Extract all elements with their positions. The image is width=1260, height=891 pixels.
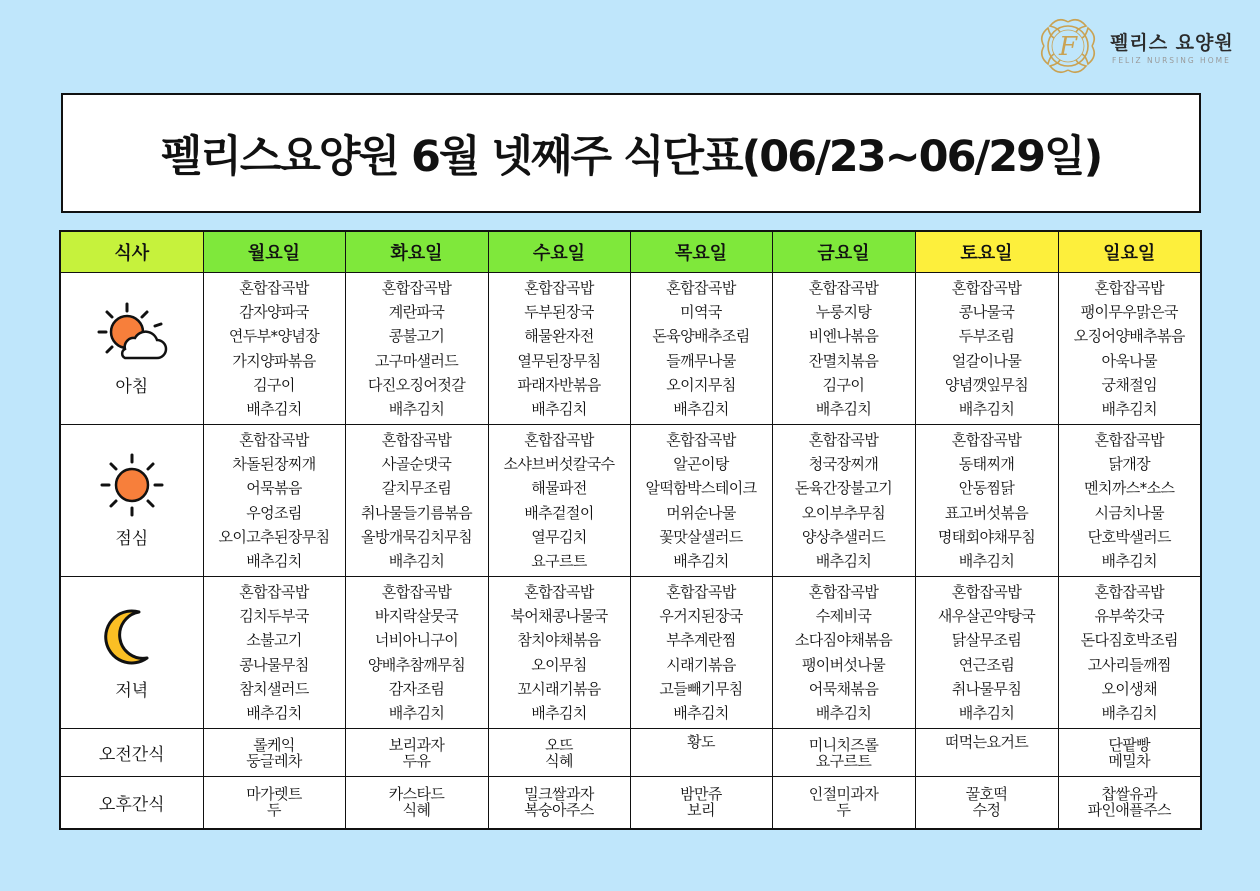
menu-item: 취나물들기름볶음: [360, 503, 473, 522]
lunch-row: [60, 425, 1201, 577]
afternoon-snack-thursday: [630, 777, 772, 829]
menu-item: 배추김치: [531, 399, 587, 418]
menu-item: 사골순댓국: [381, 455, 452, 474]
dinner-saturday: [915, 577, 1058, 729]
menu-item: 고구마샐러드: [374, 351, 459, 370]
menu-item: 혼합잡곡밥: [1094, 278, 1164, 297]
menu-item: 배추김치: [958, 551, 1015, 570]
morning-snack-friday: [772, 729, 915, 777]
snack-item: 식혜: [402, 801, 431, 820]
dinner-friday: [772, 577, 915, 729]
menu-item: 오이고추된장무침: [218, 527, 330, 546]
afternoon-snack-saturday: [915, 777, 1058, 829]
menu-item: 배추겉절이: [524, 503, 594, 522]
menu-item: 궁채절임: [1101, 375, 1158, 394]
menu-item: 참치야채볶음: [517, 631, 601, 650]
sun-icon: [95, 452, 169, 518]
snack-item: 미니치즈롤: [808, 735, 879, 754]
menu-item: 혼합잡곡밥: [524, 582, 594, 601]
dinner-tuesday: [345, 577, 488, 729]
lunch-label: 점심: [115, 529, 149, 549]
menu-item: 혼합잡곡밥: [951, 582, 1022, 601]
breakfast-tuesday: [345, 273, 488, 425]
moon-icon: [95, 604, 169, 670]
menu-item: 혼합잡곡밥: [239, 430, 309, 449]
header-saturday: 토요일: [915, 231, 1058, 273]
header-row: [60, 231, 1201, 273]
menu-item: 소다짐야채볶음: [794, 631, 893, 650]
header-meal: 식사: [60, 231, 203, 273]
menu-item: 혼합잡곡밥: [524, 278, 594, 297]
menu-item: 갈치무조림: [381, 479, 452, 498]
dinner-label-cell: [60, 577, 203, 729]
menu-item: 올방개묵김치무침: [360, 527, 473, 546]
snack-item: 카스타드: [388, 785, 445, 804]
menu-item: 안동찜닭: [958, 479, 1015, 498]
menu-item: 양상추샐러드: [801, 527, 886, 546]
dinner-thursday: [630, 577, 772, 729]
menu-item: 배추김치: [246, 551, 302, 570]
morning-snack-monday: [203, 729, 345, 777]
dinner-sunday: [1058, 577, 1201, 729]
snack-item: 단팥빵: [1108, 735, 1151, 754]
menu-item: 혼합잡곡밥: [381, 582, 452, 601]
menu-item: 부추계란찜: [666, 631, 736, 650]
menu-item: 양배추참깨무침: [367, 655, 466, 674]
menu-item: 김구이: [253, 375, 295, 394]
breakfast-wednesday: [488, 273, 630, 425]
brand-name: 펠리스 요양원: [1110, 32, 1234, 54]
menu-item: 돈다짐호박조림: [1080, 631, 1178, 650]
morning-snack-tuesday: [345, 729, 488, 777]
menu-item: 미역국: [680, 303, 722, 322]
snack-item: 식혜: [545, 751, 573, 770]
afternoon-snack-label-cell: [60, 777, 203, 829]
morning-snack-saturday: [915, 729, 1058, 777]
menu-item: 혼합잡곡밥: [239, 582, 309, 601]
afternoon-snack-monday: [203, 777, 345, 829]
breakfast-row: [60, 273, 1201, 425]
menu-item: 어묵채볶음: [808, 679, 879, 698]
menu-item: 김치두부국: [239, 607, 309, 626]
page-title: 펠리스요양원 6월 넷째주 식단표(06/23~06/29일): [160, 131, 1102, 182]
breakfast-label-cell: [60, 273, 203, 425]
menu-item: 단호박샐러드: [1087, 527, 1171, 546]
menu-item: 김구이: [822, 375, 865, 394]
breakfast-monday: [203, 273, 345, 425]
menu-item: 알떡함박스테이크: [645, 479, 757, 498]
dinner-row: [60, 577, 1201, 729]
menu-item: 계란파국: [388, 303, 445, 322]
menu-item: 꼬시래기볶음: [517, 679, 601, 698]
header-friday: 금요일: [772, 231, 915, 273]
snack-item: 마가렛트: [246, 785, 302, 804]
snack-item: 오뜨: [545, 735, 573, 754]
dinner-label: 저녁: [115, 681, 149, 701]
menu-item: 수제비국: [815, 607, 872, 626]
menu-item: 고들빼기무침: [659, 679, 743, 698]
brand-logo: [1034, 12, 1244, 82]
breakfast-friday: [772, 273, 915, 425]
breakfast-thursday: [630, 273, 772, 425]
menu-item: 팽이무우맑은국: [1080, 303, 1178, 322]
afternoon-snack-tuesday: [345, 777, 488, 829]
snack-item: 꿀호떡: [965, 785, 1008, 804]
menu-item: 너비아니구이: [374, 631, 459, 650]
menu-item: 돈육양배추조림: [652, 327, 750, 346]
menu-item: 배추김치: [388, 703, 445, 722]
menu-item: 소샤브버섯칼국수: [503, 455, 615, 474]
menu-item: 오이지무침: [666, 375, 736, 394]
weekly-menu-table: [59, 230, 1202, 830]
dinner-monday: [203, 577, 345, 729]
menu-item: 다진오징어젓갈: [367, 375, 466, 394]
menu-item: 혼합잡곡밥: [1094, 582, 1164, 601]
breakfast-saturday: [915, 273, 1058, 425]
lunch-thursday: [630, 425, 772, 577]
afternoon-snack-label: 오후간식: [98, 794, 165, 815]
snack-item: 둥글레차: [246, 751, 302, 770]
menu-item: 우거지된장국: [659, 607, 743, 626]
menu-item: 배추김치: [1101, 551, 1158, 570]
menu-item: 배추김치: [1101, 399, 1158, 418]
feliz-emblem-icon: [1034, 12, 1102, 80]
menu-item: 취나물무침: [951, 679, 1022, 698]
menu-item: 가지양파볶음: [232, 351, 316, 370]
menu-item: 청국장찌개: [808, 455, 879, 474]
menu-item: 배추김치: [815, 703, 872, 722]
menu-item: 시금치나물: [1094, 503, 1164, 522]
snack-item: 요구르트: [815, 751, 872, 770]
menu-item: 감자양파국: [239, 303, 309, 322]
afternoon-snack-wednesday: [488, 777, 630, 829]
menu-item: 돈육간장불고기: [794, 479, 893, 498]
snack-item: 밀크쌀과자: [524, 785, 594, 804]
morning-snack-thursday: [630, 729, 772, 777]
menu-item: 명태회야채무침: [937, 527, 1036, 546]
header-thursday: 목요일: [630, 231, 772, 273]
menu-item: 바지락살뭇국: [374, 607, 459, 626]
morning-snack-label: 오전간식: [98, 745, 165, 765]
menu-item: 배추김치: [388, 551, 445, 570]
menu-item: 배추김치: [246, 703, 302, 722]
menu-item: 열무된장무침: [517, 351, 601, 370]
menu-item: 요구르트: [531, 551, 587, 570]
menu-item: 팽이버섯나물: [801, 655, 886, 674]
menu-item: 연두부*양념장: [228, 327, 320, 346]
menu-item: 꽃맛살샐러드: [659, 527, 743, 546]
menu-item: 멘치까스*소스: [1084, 479, 1175, 498]
header-wednesday: 수요일: [488, 231, 630, 273]
snack-item: 밤만쥬: [680, 785, 722, 804]
menu-item: 아욱나물: [1101, 351, 1158, 370]
menu-item: 두부된장국: [524, 303, 594, 322]
menu-item: 콩불고기: [388, 327, 445, 346]
morning-snack-sunday: [1058, 729, 1201, 777]
menu-item: 차돌된장찌개: [232, 455, 316, 474]
menu-item: 새우살곤약탕국: [937, 607, 1036, 626]
menu-item: 배추김치: [815, 399, 872, 418]
menu-item: 배추김치: [388, 399, 445, 418]
menu-item: 동태찌개: [958, 455, 1015, 474]
menu-item: 혼합잡곡밥: [951, 278, 1022, 297]
svg-text:F: F: [1058, 32, 1078, 62]
brand-subtitle: FELIZ NURSING HOME: [1112, 56, 1231, 65]
menu-item: 양념깻잎무침: [944, 375, 1029, 394]
morning-snack-label-cell: [60, 729, 203, 777]
menu-item: 알곤이탕: [673, 455, 729, 474]
snack-item: 황도: [687, 733, 715, 751]
menu-item: 혼합잡곡밥: [808, 430, 879, 449]
menu-item: 배추김치: [1101, 703, 1158, 722]
lunch-label-cell: [60, 425, 203, 577]
snack-item: 두: [836, 801, 851, 820]
menu-item: 혼합잡곡밥: [239, 278, 309, 297]
menu-item: 콩나물무침: [239, 655, 309, 674]
menu-item: 파래자반볶음: [517, 375, 601, 394]
menu-item: 오이생채: [1101, 679, 1158, 698]
menu-item: 배추김치: [673, 399, 729, 418]
snack-item: 인절미과자: [808, 785, 879, 804]
menu-item: 배추김치: [958, 399, 1015, 418]
breakfast-sunday: [1058, 273, 1201, 425]
menu-item: 해물파전: [531, 479, 587, 498]
sun-cloud-icon: [95, 300, 169, 366]
snack-item: 보리과자: [388, 735, 445, 754]
menu-item: 누룽지탕: [815, 303, 872, 322]
menu-item: 참치샐러드: [239, 679, 309, 698]
menu-item: 배추김치: [673, 703, 729, 722]
menu-item: 들깨무나물: [666, 351, 736, 370]
menu-item: 혼합잡곡밥: [951, 430, 1022, 449]
menu-item: 해물완자전: [524, 327, 594, 346]
menu-item: 북어채콩나물국: [510, 607, 608, 626]
snack-item: 두유: [402, 751, 431, 770]
menu-item: 얼갈이나물: [951, 351, 1022, 370]
menu-item: 연근조림: [958, 655, 1015, 674]
menu-item: 우엉조림: [246, 503, 302, 522]
lunch-monday: [203, 425, 345, 577]
menu-item: 배추김치: [958, 703, 1015, 722]
lunch-tuesday: [345, 425, 488, 577]
menu-item: 어묵볶음: [246, 479, 302, 498]
menu-item: 소불고기: [246, 631, 302, 650]
snack-item: 보리: [687, 801, 715, 820]
snack-item: 떠먹는요거트: [944, 733, 1029, 751]
header-sunday: 일요일: [1058, 231, 1201, 273]
menu-item: 혼합잡곡밥: [381, 430, 452, 449]
header-tuesday: 화요일: [345, 231, 488, 273]
menu-item: 혼합잡곡밥: [666, 582, 736, 601]
menu-item: 오이무침: [531, 655, 587, 674]
menu-item: 혼합잡곡밥: [524, 430, 594, 449]
snack-item: 메밀차: [1108, 751, 1151, 770]
menu-item: 혼합잡곡밥: [666, 278, 736, 297]
menu-item: 배추김치: [673, 551, 729, 570]
menu-item: 잔멸치볶음: [808, 351, 879, 370]
morning-snack-row: [60, 729, 1201, 777]
lunch-wednesday: [488, 425, 630, 577]
menu-item: 두부조림: [958, 327, 1015, 346]
menu-item: 열무김치: [531, 527, 587, 546]
menu-item: 유부쑥갓국: [1094, 607, 1164, 626]
menu-item: 비엔나볶음: [808, 327, 879, 346]
lunch-saturday: [915, 425, 1058, 577]
snack-item: 두: [267, 801, 281, 820]
menu-item: 감자조림: [388, 679, 445, 698]
dinner-wednesday: [488, 577, 630, 729]
snack-item: 파인애플주스: [1087, 801, 1171, 820]
afternoon-snack-row: [60, 777, 1201, 829]
menu-item: 오징어양배추볶음: [1073, 327, 1185, 346]
snack-item: 찹쌀유과: [1101, 785, 1158, 804]
menu-item: 혼합잡곡밥: [666, 430, 736, 449]
menu-item: 혼합잡곡밥: [381, 278, 452, 297]
title-banner: [61, 93, 1201, 213]
snack-item: 롤케익: [253, 735, 295, 754]
menu-item: 콩나물국: [958, 303, 1015, 322]
header-monday: 월요일: [203, 231, 345, 273]
snack-item: 복숭아주스: [524, 801, 594, 820]
menu-item: 표고버섯볶음: [944, 503, 1029, 522]
menu-item: 혼합잡곡밥: [808, 278, 879, 297]
menu-item: 배추김치: [531, 703, 587, 722]
breakfast-label: 아침: [115, 377, 149, 397]
menu-item: 혼합잡곡밥: [808, 582, 879, 601]
menu-item: 오이부추무침: [801, 503, 886, 522]
menu-item: 시래기볶음: [666, 655, 736, 674]
menu-item: 배추김치: [815, 551, 872, 570]
menu-item: 고사리들깨찜: [1087, 655, 1171, 674]
lunch-sunday: [1058, 425, 1201, 577]
afternoon-snack-friday: [772, 777, 915, 829]
menu-item: 닭개장: [1108, 455, 1151, 474]
snack-item: 수정: [972, 801, 1001, 820]
lunch-friday: [772, 425, 915, 577]
menu-item: 머위순나물: [666, 503, 736, 522]
afternoon-snack-sunday: [1058, 777, 1201, 829]
menu-item: 닭살무조림: [951, 631, 1022, 650]
menu-item: 혼합잡곡밥: [1094, 430, 1164, 449]
morning-snack-wednesday: [488, 729, 630, 777]
menu-item: 배추김치: [246, 399, 302, 418]
